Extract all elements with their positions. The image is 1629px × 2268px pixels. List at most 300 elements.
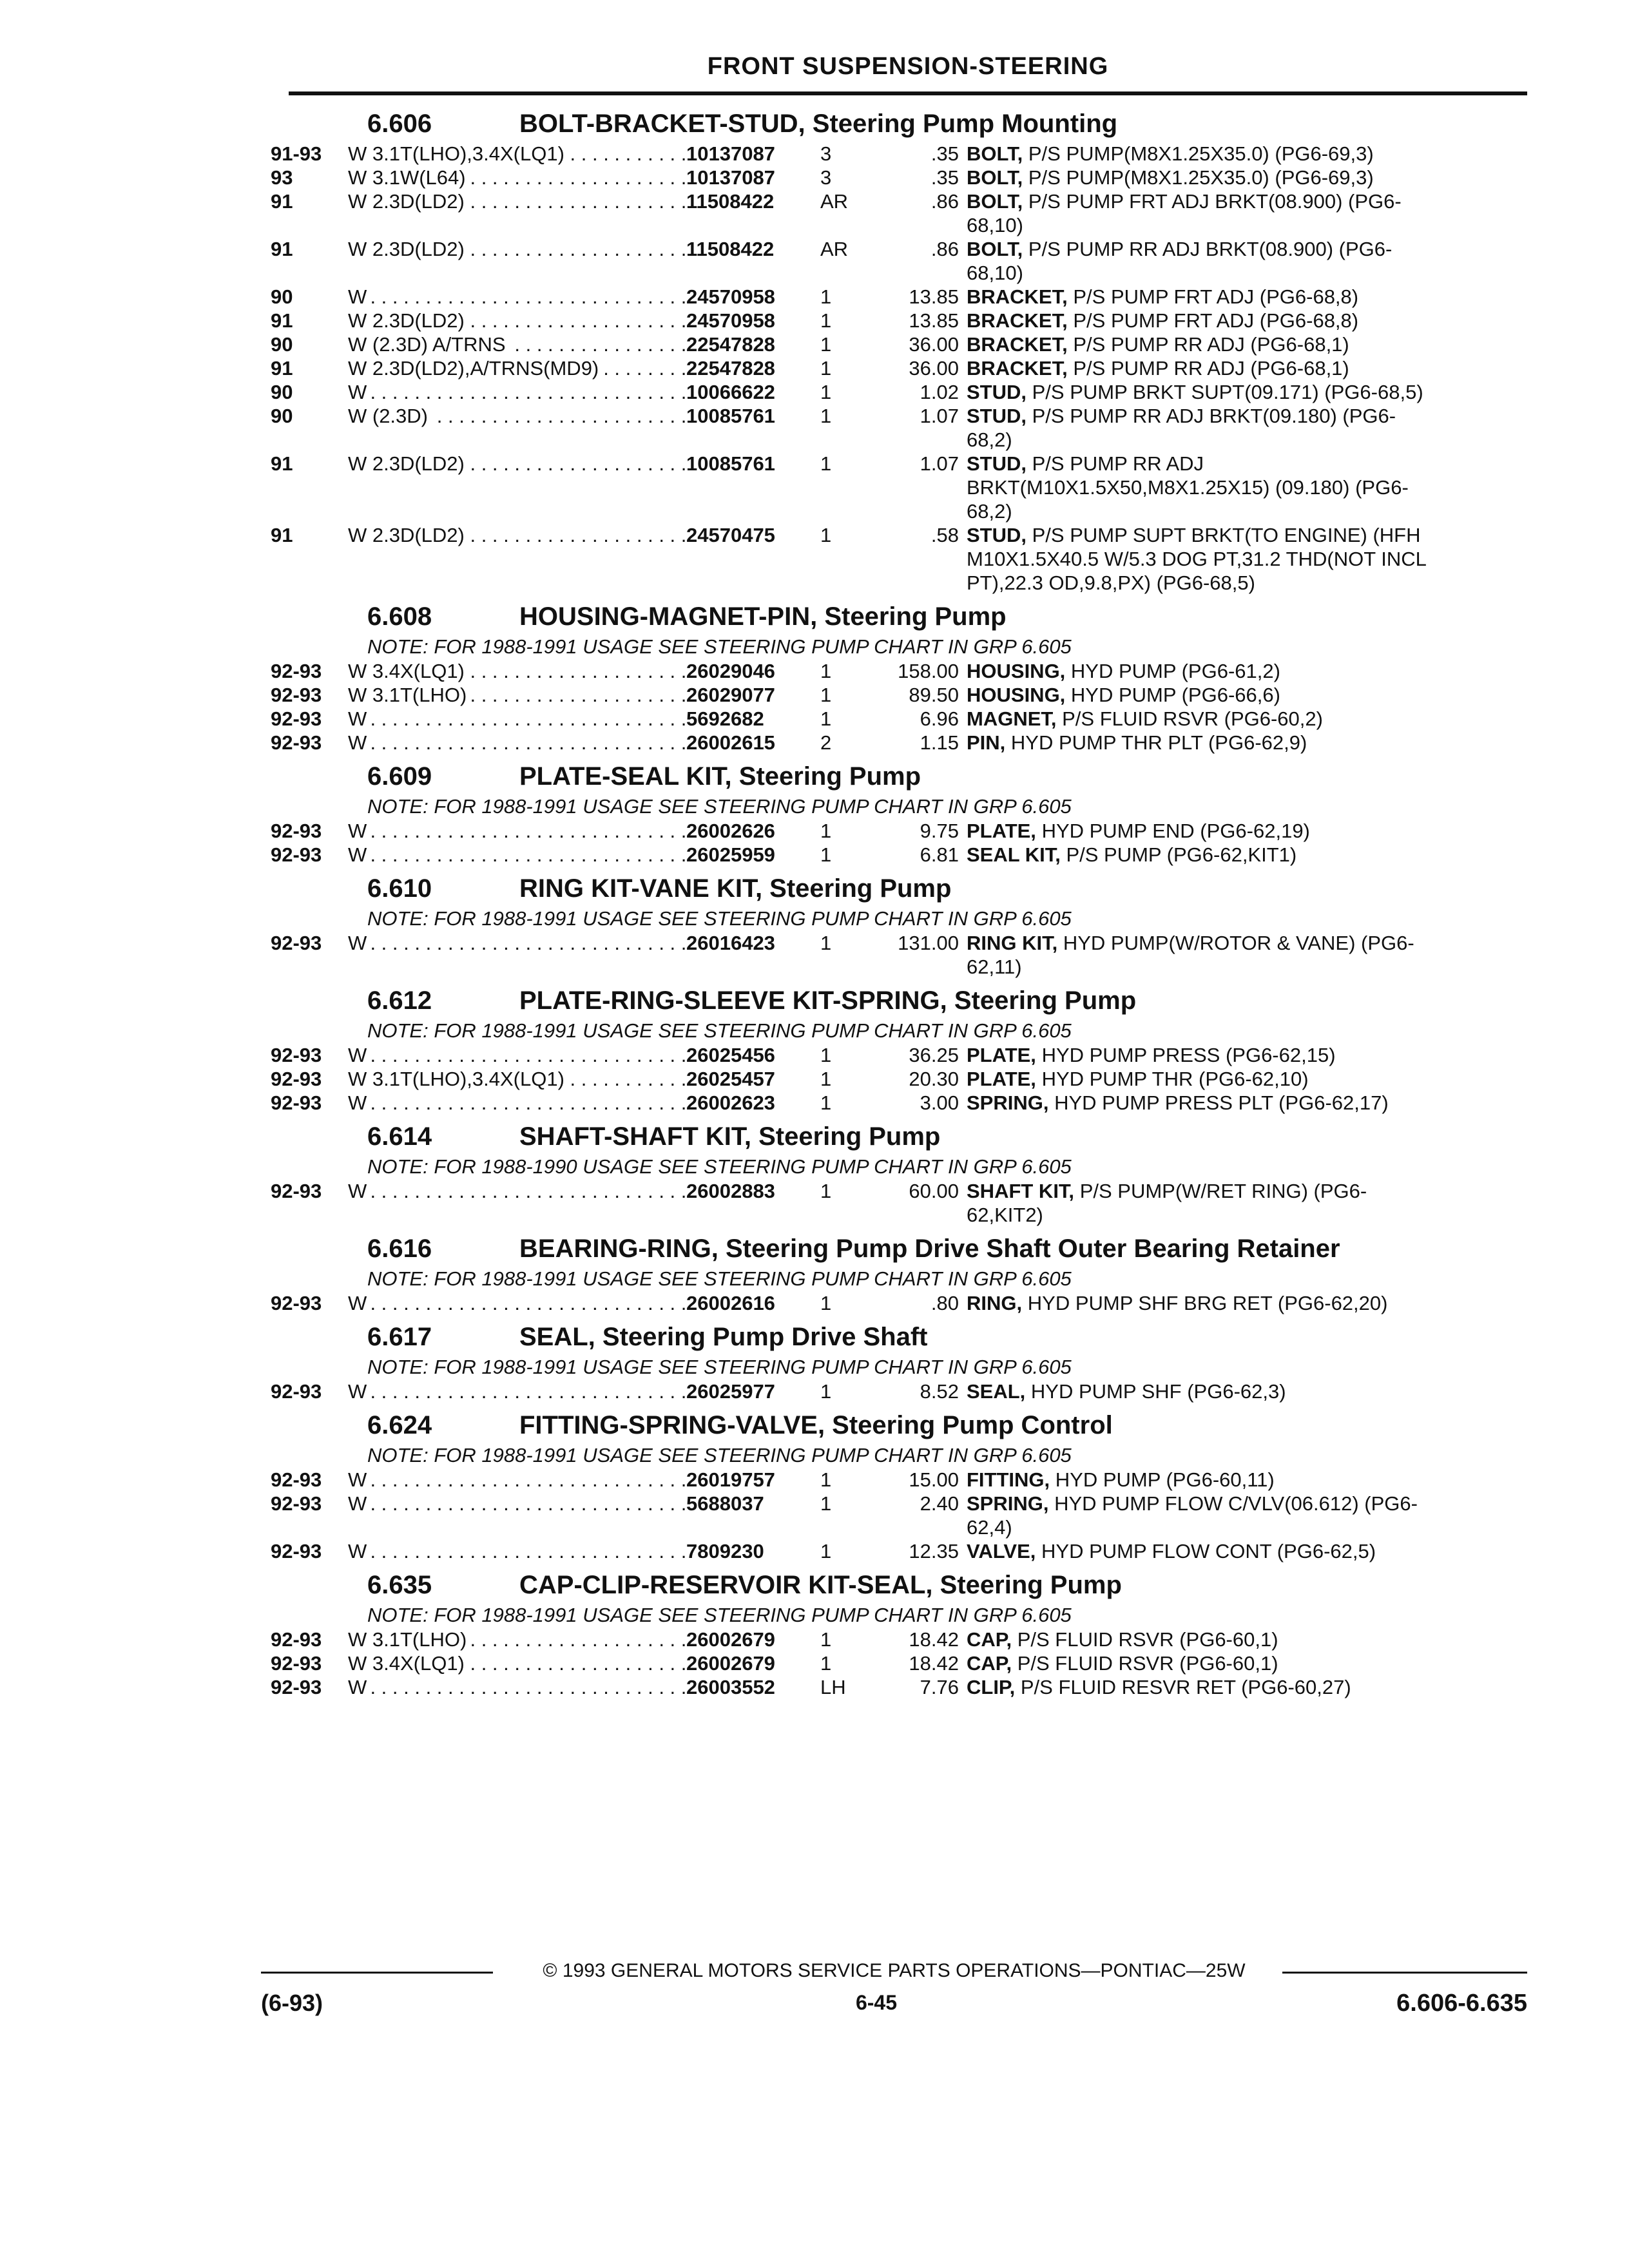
part-usage-text: W 2.3D(LD2): [348, 309, 470, 332]
part-description-text: P/S PUMP FRT ADJ (PG6-68,8): [1073, 309, 1359, 332]
part-usage: [348, 1675, 686, 1699]
part-price: 1.02: [920, 381, 959, 403]
part-description-text: P/S PUMP RR ADJ (PG6-68,1): [1073, 333, 1349, 356]
part-description-text: P/S PUMP (PG6-62,KIT1): [1066, 843, 1297, 866]
part-year: 92-93: [271, 820, 322, 842]
part-row: [271, 1067, 1527, 1091]
part-quantity: 1: [820, 309, 832, 332]
part-quantity: AR: [820, 238, 849, 260]
part-row: [271, 707, 1527, 731]
parts-section: [271, 1407, 1527, 1563]
part-usage: [348, 404, 686, 428]
part-year: 92-93: [271, 1044, 322, 1066]
part-number: 26002679: [686, 1652, 775, 1675]
part-number: 26019757: [686, 1468, 775, 1491]
parts-section: [271, 599, 1527, 754]
part-number: 5692682: [686, 707, 764, 730]
part-usage-text: W: [348, 285, 372, 308]
part-usage-text: W: [348, 843, 372, 866]
part-description-text: HYD PUMP PRESS (PG6-62,15): [1041, 1044, 1336, 1066]
part-quantity: 1: [820, 405, 832, 427]
part-description: [967, 1628, 1437, 1651]
part-usage: [348, 332, 686, 356]
part-type: STUD,: [967, 405, 1027, 427]
section-title: [271, 870, 1527, 907]
part-row: [271, 356, 1527, 380]
part-number: 10137087: [686, 166, 775, 189]
section-title: [271, 1407, 1527, 1443]
part-year: 92-93: [271, 1292, 322, 1314]
section-note: NOTE: FOR 1988-1991 USAGE SEE STEERING PUMP CHART IN GRP 6.605: [367, 907, 1072, 930]
part-year: 91: [271, 309, 293, 332]
part-description-text: P/S PUMP RR ADJ (PG6-68,1): [1073, 357, 1349, 380]
part-usage-text: W: [348, 1292, 372, 1314]
footer-page-number: 6-45: [855, 1991, 898, 2014]
part-price: .35: [930, 142, 959, 165]
part-number: 24570958: [686, 309, 775, 332]
section-number: 6.617: [367, 1323, 432, 1351]
parts-section: [271, 983, 1527, 1115]
part-year: 92-93: [271, 684, 322, 706]
part-usage: [348, 1067, 686, 1091]
part-description-text: HYD PUMP FLOW CONT (PG6-62,5): [1041, 1540, 1376, 1562]
part-year: 92-93: [271, 1540, 322, 1562]
part-usage-text: W 2.3D(LD2): [348, 452, 470, 475]
part-usage-text: W 2.3D(LD2): [348, 190, 470, 213]
part-type: STUD,: [967, 381, 1027, 403]
part-description: [967, 309, 1437, 332]
part-year: 92-93: [271, 660, 322, 682]
part-number: 10085761: [686, 405, 775, 427]
part-usage-text: W: [348, 1492, 372, 1515]
part-number: 10066622: [686, 381, 775, 403]
parts-section: [271, 1319, 1527, 1403]
part-usage: [348, 452, 686, 476]
part-usage: [348, 931, 686, 955]
parts-section: [271, 870, 1527, 979]
part-description-text: P/S PUMP(M8X1.25X35.0) (PG6-69,3): [1028, 142, 1374, 165]
part-usage-text: W: [348, 731, 372, 754]
part-description: [967, 1539, 1437, 1563]
section-number: 6.610: [367, 874, 432, 903]
part-quantity: 1: [820, 333, 832, 356]
part-quantity: 1: [820, 1468, 832, 1491]
part-year: 91: [271, 452, 293, 475]
section-number: 6.635: [367, 1571, 432, 1599]
part-description-text: HYD PUMP (PG6-61,2): [1070, 660, 1280, 682]
part-usage-text: W: [348, 707, 372, 730]
section-name: RING KIT-VANE KIT, Steering Pump: [519, 874, 952, 903]
part-price: 12.35: [909, 1540, 959, 1562]
part-quantity: 1: [820, 381, 832, 403]
part-quantity: 1: [820, 1628, 832, 1651]
part-type: STUD,: [967, 524, 1027, 546]
part-type: RING KIT,: [967, 932, 1058, 954]
part-usage: [348, 380, 686, 404]
part-quantity: 1: [820, 684, 832, 706]
part-price: 89.50: [909, 684, 959, 706]
part-row: [271, 523, 1527, 595]
part-price: 13.85: [909, 309, 959, 332]
part-row: [271, 1291, 1527, 1315]
part-quantity: 1: [820, 1380, 832, 1403]
part-row: [271, 1492, 1527, 1539]
part-description-text: P/S PUMP SUPT BRKT(TO ENGINE) (HFH M10X1.5X40.5 W/5.3 DOG PT,31.2 THD(NOT INCL PT),22.3 OD,9.8,PX) (PG6-68,5): [967, 524, 1426, 594]
part-description-text: HYD PUMP PRESS PLT (PG6-62,17): [1054, 1091, 1389, 1114]
part-price: 15.00: [909, 1468, 959, 1491]
part-number: 26029046: [686, 660, 775, 682]
section-title: [271, 758, 1527, 794]
part-number: 10085761: [686, 452, 775, 475]
section-note: NOTE: FOR 1988-1991 USAGE SEE STEERING PUMP CHART IN GRP 6.605: [367, 1604, 1072, 1626]
part-type: PLATE,: [967, 1044, 1036, 1066]
section-number: 6.608: [367, 602, 432, 631]
part-row: [271, 1468, 1527, 1492]
section-name: PLATE-SEAL KIT, Steering Pump: [519, 762, 921, 791]
part-type: HOUSING,: [967, 660, 1066, 682]
part-usage: [348, 683, 686, 707]
part-description-text: HYD PUMP END (PG6-62,19): [1041, 820, 1310, 842]
section-note: NOTE: FOR 1988-1991 USAGE SEE STEERING PUMP CHART IN GRP 6.605: [367, 1356, 1072, 1378]
part-price: 20.30: [909, 1068, 959, 1090]
part-type: BOLT,: [967, 238, 1023, 260]
part-description: [967, 1379, 1437, 1403]
part-usage: [348, 707, 686, 731]
part-price: 18.42: [909, 1628, 959, 1651]
section-number: 6.624: [367, 1411, 432, 1439]
part-year: 92-93: [271, 1068, 322, 1090]
part-number: 26003552: [686, 1676, 775, 1698]
part-row: [271, 1179, 1527, 1227]
part-price: .86: [930, 238, 959, 260]
part-price: 13.85: [909, 285, 959, 308]
part-row: [271, 819, 1527, 843]
part-price: .80: [930, 1292, 959, 1314]
part-quantity: 1: [820, 452, 832, 475]
part-usage: [348, 659, 686, 683]
part-row: [271, 380, 1527, 404]
part-type: MAGNET,: [967, 707, 1057, 730]
section-name: HOUSING-MAGNET-PIN, Steering Pump: [519, 602, 1007, 631]
section-number: 6.616: [367, 1235, 432, 1263]
section-number: 6.612: [367, 986, 432, 1015]
part-usage-text: W: [348, 1540, 372, 1562]
part-description: [967, 1179, 1437, 1227]
part-description-text: P/S PUMP(W/RET RING) (PG6-62,KIT2): [967, 1180, 1367, 1226]
part-price: 6.96: [920, 707, 959, 730]
part-usage: [348, 309, 686, 332]
part-description-text: P/S PUMP RR ADJ BRKT(08.900) (PG6-68,10): [967, 238, 1393, 284]
section-name: PLATE-RING-SLEEVE KIT-SPRING, Steering Pump: [519, 986, 1137, 1015]
part-type: STUD,: [967, 452, 1027, 475]
part-row: [271, 659, 1527, 683]
part-description: [967, 843, 1437, 867]
part-description-text: P/S FLUID RSVR (PG6-60,1): [1017, 1652, 1278, 1675]
part-usage-text: W: [348, 820, 372, 842]
part-usage: [348, 237, 686, 261]
part-quantity: 1: [820, 357, 832, 380]
part-price: 36.00: [909, 357, 959, 380]
section-title: [271, 599, 1527, 635]
section-name: SHAFT-SHAFT KIT, Steering Pump: [519, 1122, 941, 1151]
part-usage-text: W 2.3D(LD2): [348, 524, 470, 546]
section-name: BOLT-BRACKET-STUD, Steering Pump Mounting: [519, 110, 1118, 138]
part-description-text: P/S PUMP RR ADJ BRKT(M10X1.5X50,M8X1.25X15) (09.180) (PG6-68,2): [967, 452, 1409, 523]
part-usage: [348, 843, 686, 867]
part-quantity: 1: [820, 932, 832, 954]
part-description-text: HYD PUMP SHF (PG6-62,3): [1030, 1380, 1286, 1403]
part-usage: [348, 1492, 686, 1515]
parts-section: [271, 758, 1527, 867]
part-year: 92-93: [271, 731, 322, 754]
part-quantity: 1: [820, 524, 832, 546]
part-price: .35: [930, 166, 959, 189]
part-row: [271, 1091, 1527, 1115]
part-quantity: 1: [820, 660, 832, 682]
part-description: [967, 237, 1437, 285]
part-year: 92-93: [271, 707, 322, 730]
part-usage: [348, 1179, 686, 1203]
part-type: VALVE,: [967, 1540, 1036, 1562]
part-row: [271, 1379, 1527, 1403]
part-quantity: 1: [820, 843, 832, 866]
section-title: [271, 1231, 1527, 1267]
part-number: 26002623: [686, 1091, 775, 1114]
part-price: 36.25: [909, 1044, 959, 1066]
part-year: 91: [271, 190, 293, 213]
part-usage: [348, 523, 686, 547]
part-year: 91: [271, 524, 293, 546]
part-quantity: 1: [820, 1652, 832, 1675]
part-usage: [348, 285, 686, 309]
part-year: 91-93: [271, 142, 322, 165]
part-price: 8.52: [920, 1380, 959, 1403]
part-number: 26025959: [686, 843, 775, 866]
parts-section: [271, 1231, 1527, 1315]
part-quantity: 1: [820, 1044, 832, 1066]
part-quantity: 1: [820, 707, 832, 730]
part-quantity: 3: [820, 166, 832, 189]
footer-rule-right: [1282, 1972, 1527, 1974]
part-usage: [348, 1539, 686, 1563]
part-year: 91: [271, 357, 293, 380]
part-number: 11508422: [686, 190, 775, 213]
section-number: 6.606: [367, 110, 432, 138]
part-price: 158.00: [898, 660, 959, 682]
part-description: [967, 707, 1437, 731]
part-row: [271, 332, 1527, 356]
part-usage-text: W 3.4X(LQ1): [348, 1652, 470, 1675]
footer-date: (6-93): [261, 1990, 323, 2016]
part-description: [967, 142, 1437, 166]
part-type: HOUSING,: [967, 684, 1066, 706]
part-type: BRACKET,: [967, 333, 1068, 356]
part-usage: [348, 731, 686, 754]
section-note: NOTE: FOR 1988-1991 USAGE SEE STEERING PUMP CHART IN GRP 6.605: [367, 635, 1072, 658]
part-description-text: P/S PUMP RR ADJ BRKT(09.180) (PG6-68,2): [967, 405, 1396, 451]
part-number: 26002615: [686, 731, 775, 754]
part-description-text: HYD PUMP (PG6-66,6): [1070, 684, 1280, 706]
part-price: 131.00: [898, 932, 959, 954]
part-number: 24570958: [686, 285, 775, 308]
part-number: 22547828: [686, 357, 775, 380]
parts-catalog: [271, 102, 1527, 1703]
section-name: CAP-CLIP-RESERVOIR KIT-SEAL, Steering Pump: [519, 1571, 1122, 1599]
part-type: BRACKET,: [967, 309, 1068, 332]
part-description: [967, 523, 1437, 595]
part-description: [967, 380, 1437, 404]
part-type: PIN,: [967, 731, 1006, 754]
part-row: [271, 404, 1527, 452]
part-type: PLATE,: [967, 820, 1036, 842]
part-type: CLIP,: [967, 1676, 1016, 1698]
footer-copyright: © 1993 GENERAL MOTORS SERVICE PARTS OPERATIONS—PONTIAC—25W: [543, 1960, 1246, 1981]
part-description-text: P/S PUMP FRT ADJ BRKT(08.900) (PG6-68,10): [967, 190, 1402, 236]
part-type: CAP,: [967, 1628, 1012, 1651]
part-description-text: HYD PUMP THR PLT (PG6-62,9): [1010, 731, 1307, 754]
part-description: [967, 1091, 1437, 1115]
part-price: 1.07: [920, 452, 959, 475]
parts-section: [271, 106, 1527, 595]
part-quantity: 2: [820, 731, 832, 754]
section-title: [271, 106, 1527, 142]
part-quantity: 3: [820, 142, 832, 165]
part-type: CAP,: [967, 1652, 1012, 1675]
part-row: [271, 1628, 1527, 1651]
part-number: 26002883: [686, 1180, 775, 1202]
part-quantity: 1: [820, 1492, 832, 1515]
part-description: [967, 404, 1437, 452]
part-quantity: 1: [820, 1091, 832, 1114]
part-description: [967, 931, 1437, 979]
part-type: BRACKET,: [967, 285, 1068, 308]
part-price: 3.00: [920, 1091, 959, 1114]
part-year: 90: [271, 405, 293, 427]
part-description-text: HYD PUMP FLOW C/VLV(06.612) (PG6-62,4): [967, 1492, 1418, 1539]
part-usage-text: W: [348, 932, 372, 954]
part-description-text: HYD PUMP(W/ROTOR & VANE) (PG6-62,11): [967, 932, 1414, 978]
part-description-text: P/S PUMP(M8X1.25X35.0) (PG6-69,3): [1028, 166, 1374, 189]
part-row: [271, 731, 1527, 754]
part-row: [271, 452, 1527, 523]
part-number: 7809230: [686, 1540, 764, 1562]
part-price: .86: [930, 190, 959, 213]
part-year: 92-93: [271, 1628, 322, 1651]
section-note: NOTE: FOR 1988-1990 USAGE SEE STEERING PUMP CHART IN GRP 6.605: [367, 1155, 1072, 1178]
section-number: 6.609: [367, 762, 432, 791]
part-usage-text: W 3.1T(LHO): [348, 684, 472, 706]
part-description: [967, 659, 1437, 683]
part-quantity: 1: [820, 1068, 832, 1090]
part-usage: [348, 142, 686, 166]
part-type: BRACKET,: [967, 357, 1068, 380]
part-description: [967, 285, 1437, 309]
part-row: [271, 142, 1527, 166]
part-number: 26016423: [686, 932, 775, 954]
part-row: [271, 1651, 1527, 1675]
part-year: 92-93: [271, 843, 322, 866]
parts-section: [271, 1567, 1527, 1699]
part-quantity: 1: [820, 1180, 832, 1202]
part-price: 2.40: [920, 1492, 959, 1515]
part-usage: [348, 819, 686, 843]
part-usage: [348, 356, 686, 380]
section-title: [271, 1567, 1527, 1603]
part-usage: [348, 166, 686, 189]
section-note: NOTE: FOR 1988-1991 USAGE SEE STEERING PUMP CHART IN GRP 6.605: [367, 1267, 1072, 1290]
section-title: [271, 983, 1527, 1019]
part-row: [271, 285, 1527, 309]
part-description: [967, 1067, 1437, 1091]
part-type: PLATE,: [967, 1068, 1036, 1090]
part-quantity: 1: [820, 820, 832, 842]
part-year: 92-93: [271, 1180, 322, 1202]
part-description-text: HYD PUMP (PG6-60,11): [1055, 1468, 1275, 1491]
part-row: [271, 843, 1527, 867]
part-type: BOLT,: [967, 166, 1023, 189]
part-row: [271, 931, 1527, 979]
part-row: [271, 189, 1527, 237]
part-number: 26025456: [686, 1044, 775, 1066]
section-name: FITTING-SPRING-VALVE, Steering Pump Control: [519, 1411, 1113, 1439]
part-description-text: P/S PUMP FRT ADJ (PG6-68,8): [1073, 285, 1359, 308]
part-type: RING,: [967, 1292, 1023, 1314]
part-row: [271, 309, 1527, 332]
part-usage-text: W: [348, 381, 372, 403]
part-price: 18.42: [909, 1652, 959, 1675]
part-description: [967, 356, 1437, 380]
part-description: [967, 1492, 1437, 1539]
part-quantity: 1: [820, 1292, 832, 1314]
section-name: BEARING-RING, Steering Pump Drive Shaft Outer Bearing Retainer: [519, 1235, 1340, 1263]
part-description-text: P/S PUMP BRKT SUPT(09.171) (PG6-68,5): [1032, 381, 1423, 403]
part-usage-text: W 2.3D(LD2): [348, 238, 470, 260]
part-year: 92-93: [271, 1492, 322, 1515]
part-usage-text: W: [348, 1091, 372, 1114]
part-usage: [348, 189, 686, 213]
part-usage: [348, 1468, 686, 1492]
part-description-text: P/S FLUID RESVR RET (PG6-60,27): [1020, 1676, 1351, 1698]
part-description: [967, 452, 1437, 523]
part-number: 11508422: [686, 238, 775, 260]
part-year: 92-93: [271, 1380, 322, 1403]
part-usage: [348, 1091, 686, 1115]
header-rule: [289, 91, 1527, 95]
part-description: [967, 332, 1437, 356]
part-year: 90: [271, 381, 293, 403]
part-description: [967, 1043, 1437, 1067]
part-usage-text: W: [348, 1380, 372, 1403]
page-title: FRONT SUSPENSION-STEERING: [707, 53, 1109, 80]
part-description-text: P/S FLUID RSVR (PG6-60,1): [1017, 1628, 1278, 1651]
part-row: [271, 1043, 1527, 1067]
part-quantity: AR: [820, 190, 849, 213]
part-number: 26025977: [686, 1380, 775, 1403]
part-type: BOLT,: [967, 142, 1023, 165]
part-description: [967, 1675, 1437, 1699]
part-row: [271, 166, 1527, 189]
part-year: 92-93: [271, 932, 322, 954]
part-description: [967, 1291, 1437, 1315]
part-number: 24570475: [686, 524, 775, 546]
part-description-text: HYD PUMP SHF BRG RET (PG6-62,20): [1027, 1292, 1388, 1314]
part-usage-text: W (2.3D): [348, 405, 433, 427]
part-year: 92-93: [271, 1091, 322, 1114]
part-description: [967, 683, 1437, 707]
part-price: 1.07: [920, 405, 959, 427]
part-usage-text: W 3.1W(L64): [348, 166, 471, 189]
part-row: [271, 1539, 1527, 1563]
